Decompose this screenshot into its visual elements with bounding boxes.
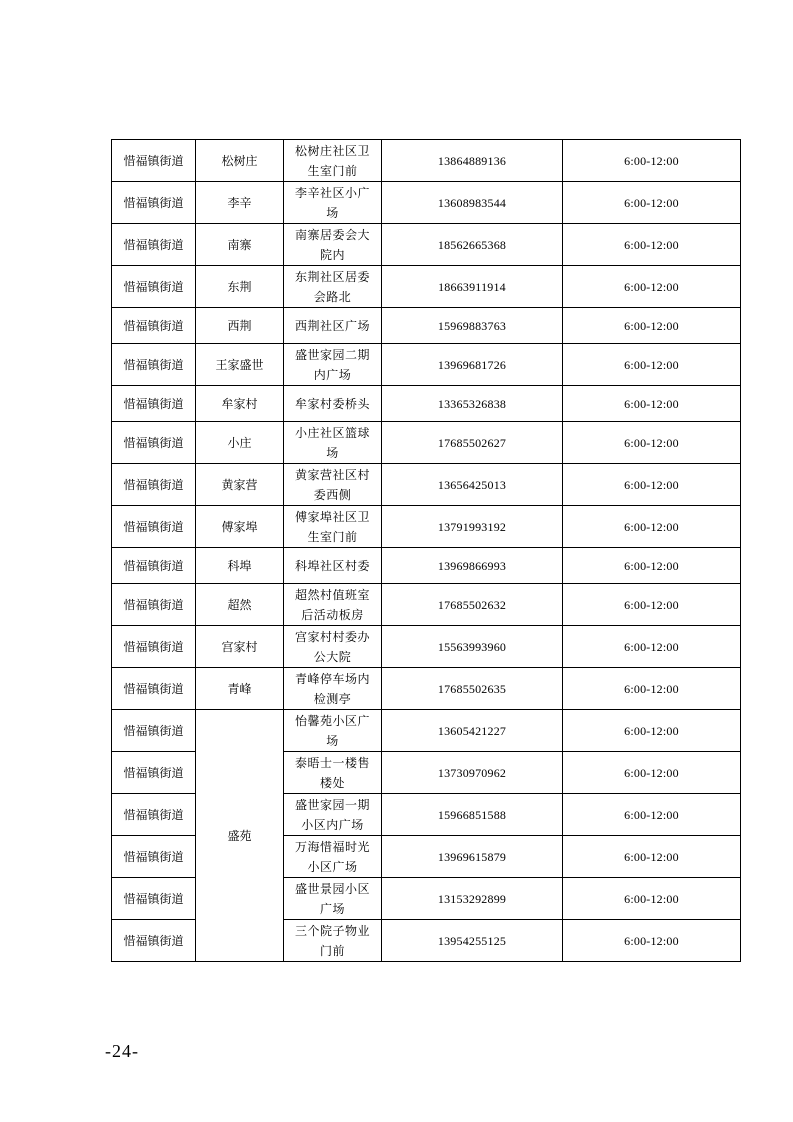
phone-cell: 18562665368 [382,224,563,266]
testing-sites-table [111,139,741,962]
street-cell: 惜福镇街道 [112,464,196,506]
street-cell: 惜福镇街道 [112,266,196,308]
street-cell: 惜福镇街道 [112,878,196,920]
hours-cell: 6:00-12:00 [563,308,741,344]
community-cell: 黄家营 [196,464,284,506]
phone-cell: 13969681726 [382,344,563,386]
community-cell: 牟家村 [196,386,284,422]
street-cell: 惜福镇街道 [112,344,196,386]
site-cell: 盛世家园二期内广场 [284,344,382,386]
site-cell: 小庄社区篮球场 [284,422,382,464]
street-cell: 惜福镇街道 [112,584,196,626]
page-number: -24- [105,1041,139,1061]
street-cell: 惜福镇街道 [112,920,196,962]
hours-cell: 6:00-12:00 [563,422,741,464]
site-cell: 傅家埠社区卫生室门前 [284,506,382,548]
site-cell: 泰晤士一楼售楼处 [284,752,382,794]
hours-cell: 6:00-12:00 [563,794,741,836]
hours-cell: 6:00-12:00 [563,506,741,548]
hours-cell: 6:00-12:00 [563,464,741,506]
street-cell: 惜福镇街道 [112,224,196,266]
phone-cell: 13730970962 [382,752,563,794]
community-cell: 李辛 [196,182,284,224]
hours-cell: 6:00-12:00 [563,182,741,224]
street-cell: 惜福镇街道 [112,548,196,584]
table-row [112,584,741,626]
hours-cell: 6:00-12:00 [563,266,741,308]
site-cell: 盛世景园小区广场 [284,878,382,920]
community-cell: 科埠 [196,548,284,584]
hours-cell: 6:00-12:00 [563,710,741,752]
community-cell: 松树庄 [196,140,284,182]
community-cell: 盛苑 [196,710,284,962]
street-cell: 惜福镇街道 [112,836,196,878]
community-cell: 东荆 [196,266,284,308]
table-row [112,386,741,422]
phone-cell: 17685502635 [382,668,563,710]
hours-cell: 6:00-12:00 [563,668,741,710]
phone-cell: 13153292899 [382,878,563,920]
site-cell: 牟家村委桥头 [284,386,382,422]
phone-cell: 17685502632 [382,584,563,626]
site-cell: 怡馨苑小区广场 [284,710,382,752]
community-cell: 青峰 [196,668,284,710]
community-cell: 宫家村 [196,626,284,668]
street-cell: 惜福镇街道 [112,752,196,794]
street-cell: 惜福镇街道 [112,422,196,464]
community-cell: 南寨 [196,224,284,266]
table-row [112,182,741,224]
phone-cell: 15966851588 [382,794,563,836]
phone-cell: 13969615879 [382,836,563,878]
hours-cell: 6:00-12:00 [563,548,741,584]
street-cell: 惜福镇街道 [112,140,196,182]
table-body [112,140,741,962]
phone-cell: 18663911914 [382,266,563,308]
street-cell: 惜福镇街道 [112,386,196,422]
site-cell: 科埠社区村委 [284,548,382,584]
hours-cell: 6:00-12:00 [563,626,741,668]
street-cell: 惜福镇街道 [112,794,196,836]
hours-cell: 6:00-12:00 [563,140,741,182]
phone-cell: 13791993192 [382,506,563,548]
hours-cell: 6:00-12:00 [563,224,741,266]
street-cell: 惜福镇街道 [112,626,196,668]
hours-cell: 6:00-12:00 [563,584,741,626]
site-cell: 松树庄社区卫生室门前 [284,140,382,182]
street-cell: 惜福镇街道 [112,710,196,752]
table-row [112,710,741,752]
phone-cell: 13608983544 [382,182,563,224]
site-cell: 超然村值班室后活动板房 [284,584,382,626]
street-cell: 惜福镇街道 [112,308,196,344]
hours-cell: 6:00-12:00 [563,878,741,920]
hours-cell: 6:00-12:00 [563,920,741,962]
table-row [112,344,741,386]
table-row [112,308,741,344]
community-cell: 西荆 [196,308,284,344]
phone-cell: 13864889136 [382,140,563,182]
hours-cell: 6:00-12:00 [563,344,741,386]
site-cell: 黄家营社区村委西侧 [284,464,382,506]
hours-cell: 6:00-12:00 [563,836,741,878]
community-cell: 小庄 [196,422,284,464]
phone-cell: 13969866993 [382,548,563,584]
table-row [112,668,741,710]
site-cell: 宫家村村委办公大院 [284,626,382,668]
table-row [112,626,741,668]
phone-cell: 15969883763 [382,308,563,344]
community-cell: 王家盛世 [196,344,284,386]
community-cell: 超然 [196,584,284,626]
phone-cell: 13365326838 [382,386,563,422]
site-cell: 李辛社区小广场 [284,182,382,224]
site-cell: 东荆社区居委会路北 [284,266,382,308]
phone-cell: 13605421227 [382,710,563,752]
site-cell: 三个院子物业门前 [284,920,382,962]
phone-cell: 13656425013 [382,464,563,506]
table-row [112,464,741,506]
phone-cell: 15563993960 [382,626,563,668]
street-cell: 惜福镇街道 [112,506,196,548]
table-row [112,266,741,308]
table-row [112,548,741,584]
table-row [112,422,741,464]
phone-cell: 13954255125 [382,920,563,962]
street-cell: 惜福镇街道 [112,668,196,710]
phone-cell: 17685502627 [382,422,563,464]
site-cell: 西荆社区广场 [284,308,382,344]
street-cell: 惜福镇街道 [112,182,196,224]
table-row [112,224,741,266]
table-row [112,506,741,548]
site-cell: 南寨居委会大院内 [284,224,382,266]
community-cell: 傅家埠 [196,506,284,548]
site-cell: 万海惜福时光小区广场 [284,836,382,878]
hours-cell: 6:00-12:00 [563,752,741,794]
site-cell: 青峰停车场内检测亭 [284,668,382,710]
site-cell: 盛世家园一期小区内广场 [284,794,382,836]
table-row [112,140,741,182]
hours-cell: 6:00-12:00 [563,386,741,422]
